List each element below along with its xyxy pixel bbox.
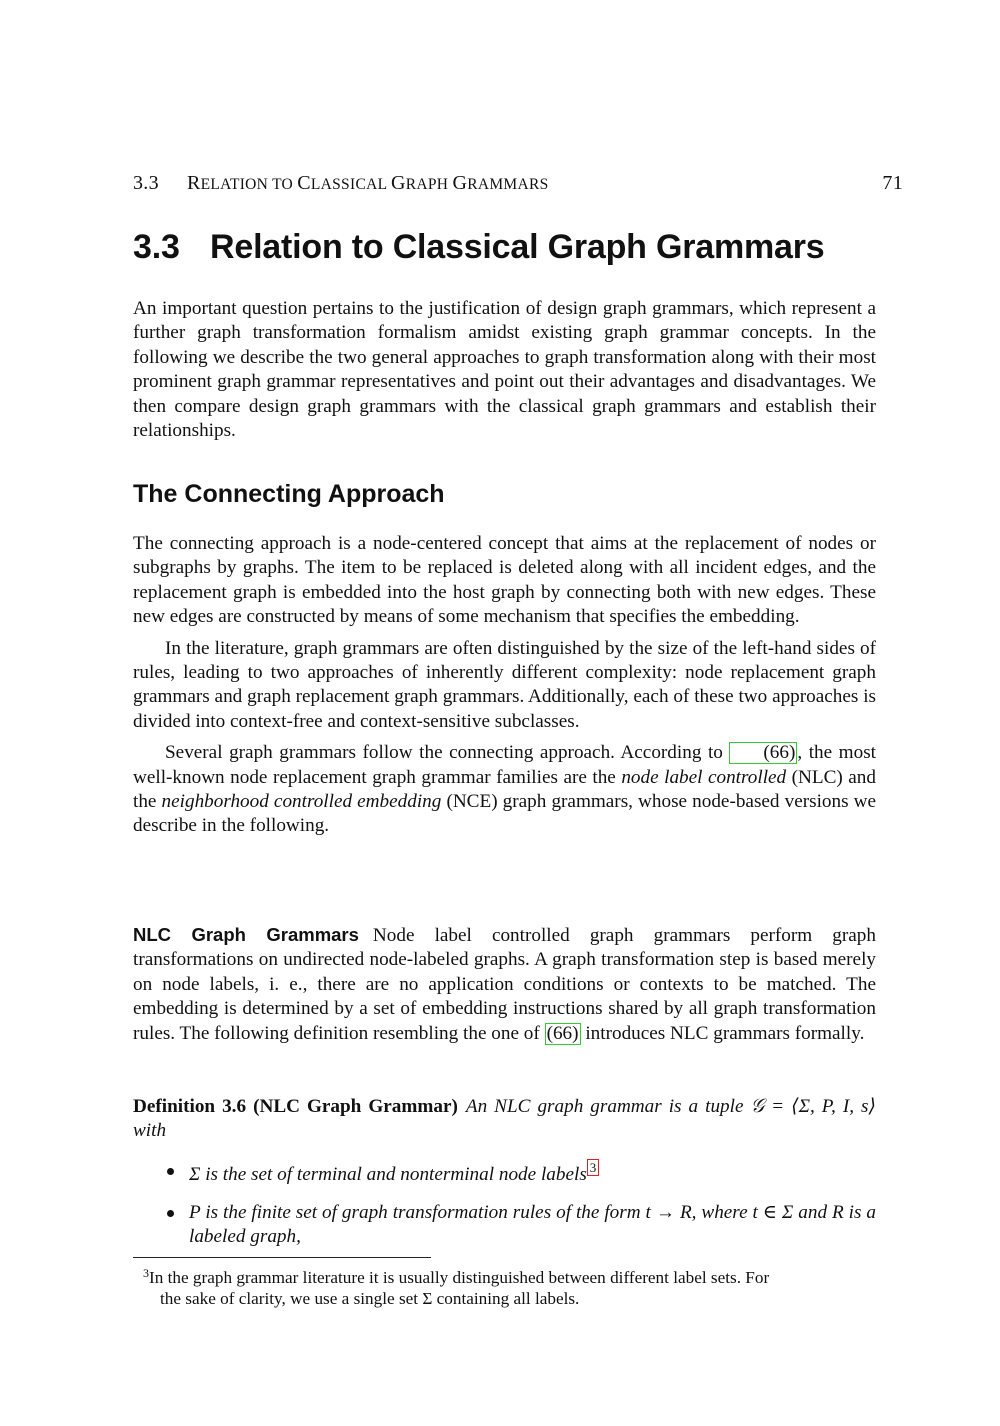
text-run: (NLC) and the — [133, 766, 876, 813]
footnote-line-1 — [133, 1268, 769, 1287]
chapter-number: 3.3 — [133, 228, 180, 266]
citation-link[interactable]: (66) — [729, 742, 797, 764]
definition — [133, 1095, 876, 1144]
intro-paragraph: An important question pertains to the justification of design graph grammars, which represent a further graph transformation formalism amidst existing graph grammar concepts. In the following we describe the two general approaches to graph transformation along with their most prominent graph grammar representatives and point out their advantages and disadvantages. We then compare design graph grammars with the classical graph grammars and establish their relationships. — [133, 298, 876, 442]
bullet-text — [133, 1159, 876, 1187]
nlc-paragraph — [133, 923, 876, 1046]
bullet-dot-icon — [167, 1168, 174, 1175]
footnote-ref-link[interactable]: 3 — [587, 1159, 600, 1176]
sc-cap: G — [452, 172, 468, 194]
bullet-list-item — [133, 1201, 876, 1250]
text-run: P is the finite set of graph transformation rules of the form t → R, where t ∈ Σ and R is a labeled graph, — [189, 1202, 876, 1248]
running-header-title — [187, 172, 549, 194]
connecting-paragraph-3 — [133, 741, 876, 839]
footnote-rule — [133, 1257, 431, 1258]
sc-rest: ELATION TO — [200, 176, 298, 193]
running-header — [133, 172, 903, 195]
footnote — [133, 1263, 876, 1309]
chapter-title-text: Relation to Classical Graph Grammars — [210, 228, 825, 266]
sc-rest: LASSICAL — [310, 176, 391, 193]
chapter-title — [133, 228, 824, 267]
bullet-dot-icon — [167, 1210, 174, 1217]
text-run: , the most well-known node replacement graph grammar families are the — [133, 742, 876, 788]
definition-heading: Definition 3.6 (NLC Graph Grammar) — [133, 1096, 458, 1117]
connecting-paragraph-2: In the literature, graph grammars are often distinguished by the size of the left-hand sides of rules, leading to two approaches of inherently different complexity: node replacement graph grammars and graph replacement graph grammars. Additionally, each of these two approaches is divided into context-free and context-sensitive subclasses. — [133, 637, 876, 732]
nlc-heading: NLC Graph Grammars — [133, 924, 359, 945]
text-run: Node label controlled graph grammars perform graph transformations on undirected node-labeled graphs. A graph transformation step is based merely on node labels, i. e., there are no application conditions or contexts to be matched. The embedding is determined by a set of embedding instructions shared by all graph transformation rules. The following definition resembling the one of — [133, 925, 876, 1044]
running-header-section: 3.3 — [133, 172, 159, 194]
section-title: The Connecting Approach — [133, 480, 445, 508]
emphasis: neighborhood controlled embedding — [161, 791, 442, 813]
text-run: Several graph grammars follow the connecting approach. According to — [165, 742, 730, 764]
bullet-text — [133, 1201, 876, 1250]
sc-cap: G — [390, 172, 406, 194]
connecting-paragraph-1: The connecting approach is a node-centered concept that aims at the replacement of nodes or subgraphs by graphs. The item to be replaced is deleted along with all incident edges, and the replacement graph is embedded into the host graph by connecting both with new edges. These new edges are constructed by means of some mechanism that specifies the embedding. — [133, 533, 876, 628]
text-run: Σ is the set of terminal and nonterminal node labels — [189, 1164, 587, 1185]
definition-body: An NLC graph grammar is a tuple 𝒢 = ⟨Σ, P, I, s⟩ with — [133, 1096, 876, 1142]
sc-cap: C — [297, 172, 311, 194]
sc-rest: RAMMARS — [467, 176, 549, 193]
connecting-approach-body — [133, 532, 876, 839]
text-run: (NCE) graph grammars, whose node-based versions we describe in the following. — [133, 791, 877, 837]
citation-link[interactable]: (66) — [546, 1022, 579, 1044]
footnote-mark: 3 — [143, 1266, 149, 1280]
footnote-line-2: the sake of clarity, we use a single set Σ containing all labels. — [160, 1289, 580, 1308]
sc-cap: R — [187, 172, 201, 194]
emphasis: node label controlled — [621, 766, 787, 788]
bullet-list-item — [133, 1159, 876, 1187]
sc-rest: RAPH — [405, 176, 453, 193]
text-run: introduces NLC grammars formally. — [580, 1022, 865, 1044]
page-number: 71 — [882, 172, 903, 194]
text-run: In the graph grammar literature it is usually distinguished between different label sets. For — [149, 1268, 770, 1287]
